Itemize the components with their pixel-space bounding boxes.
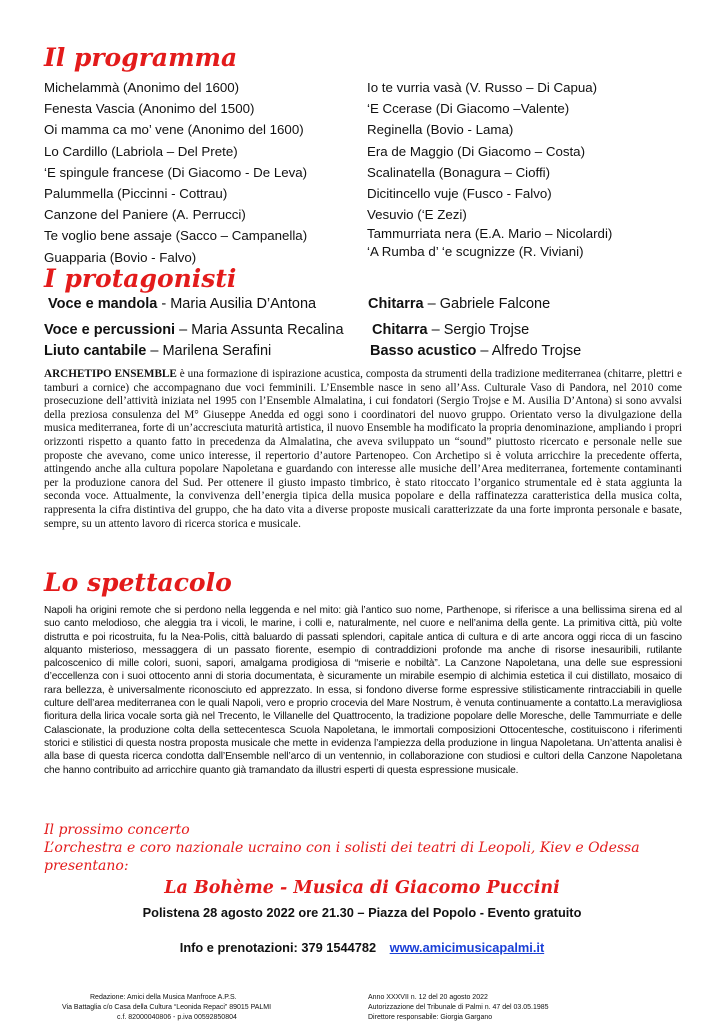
performer-separator: – [423,296,440,312]
program-item: Tammurriata nera (E.A. Mario – Nicolardi) [367,226,613,242]
performer-name: Maria Assunta Recalina [191,322,344,338]
program-item: Palummella (Piccinni - Cottrau) [44,186,228,202]
performer-name: Gabriele Falcone [439,296,551,312]
performer [48,296,316,312]
performer-name: Marilena Serafini [162,343,272,359]
program-item: Dicitincello vuje (Fusco - Falvo) [367,186,552,202]
performer [370,343,581,359]
program-item: ‘E spingule francese (Di Giacomo - De Leva) [44,164,308,180]
performers-title: I protagonisti [44,264,237,293]
footer-line: Redazione: Amici della Musica Manfroce A.P.S. [90,994,237,1001]
performer-separator: – [427,322,444,338]
program-item: Io te vurria vasà (V. Russo – Di Capua) [367,80,598,95]
program-item: Oi mamma ca mo’ vene (Anonimo del 1600) [44,122,304,138]
performer-separator: – [146,343,163,359]
program-item: Canzone del Paniere (A. Perrucci) [44,207,246,223]
website-link[interactable]: www.amicimusicapalmi.it [389,940,545,955]
footer-right [368,993,549,1023]
program-list-right [367,77,612,261]
performer-name: Sergio Trojse [443,322,530,338]
program-item: ‘A Rumba d’ ‘e scugnizze (R. Viviani) [367,244,584,260]
program-item: Te voglio bene assaje (Sacco – Campanella) [44,228,308,244]
footer-line: Via Battaglia c/o Casa della Cultura “Leonida Repaci” 89015 PALMI [62,1004,272,1011]
program-item: Fenesta Vascia (Anonimo del 1500) [44,101,255,117]
performer-role: Voce e mandola [48,296,158,312]
program-list-left [44,77,307,268]
performer-separator: – [476,343,492,359]
program-item: Era de Maggio (Di Giacomo – Costa) [367,143,586,159]
performer [44,322,344,338]
ensemble-name: ARCHETIPO ENSEMBLE [44,368,177,380]
show-title: Lo spettacolo [44,568,232,597]
program-item: ‘E Ccerase (Di Giacomo –Valente) [367,101,570,117]
footer-line: Direttore responsabile: Giorgia Gargano [368,1014,493,1021]
program-item: Lo Cardillo (Labriola – Del Prete) [44,143,238,159]
program-item: Scalinatella (Bonagura – Cioffi) [367,164,551,180]
performer-name: Maria Ausilia D’Antona [170,296,317,312]
footer-line: c.f. 82000040806 - p.iva 00592850804 [117,1014,237,1021]
performer-role: Chitarra [368,296,424,312]
performer [372,322,529,338]
show-paragraph: Napoli ha origini remote che si perdono nella leggenda e nel mito: già l’antico suo nome, Parthenope, si riferisce a una bellissima sirena ed al suo canto melodioso, che aleggia tra i vicoli, le marine, i colli e, naturalmente, nel cuore e nell’anima della gente. La primitiva città, più volte distrutta e poi ricostruita, fu la Nea-Polis, città baluardo di passati splendori, capitale antica di cultura e di arte ancora oggi ricca di un fascino alquanto misterioso, messaggera di un passato fiorente, esempio di contraddizioni profonde ma anche di risorse inesauribili, rutilante palcoscenico di mille colori, suoni, sapori, amalgama prodigiosa di “miserie e nobiltà”. La Canzone Napoletana, una delle sue espressioni d’eccellenza con i suoi ottocento anni di storia documentata, è sicuramente un mirabile esempio di alchimia estetica il cui distillato, mosaico di rara bellezza, è universalmente riconosciuto ed apprezzato. In essa, si fondono diverse forme espressive stilisticamente rintracciabili in quelle culture dell’area mediterranea con le quali Napoli, vero e proprio crocevia del Mare Nostrum, è venuta continuamente a contatto.La meravigliosa fioritura della lirica vocale sorta già nel Trecento, le Villanelle del Quattrocento, la tradizione popolare delle Moresche, delle Tammurriate e delle Calascionate, la produzione colta della settecentesca Scuola Napoletana, le immortali composizioni Ottocentesche, costituiscono i riferimenti storici e stilistici di questa nostra proposta musicale che mette in evidenza l’ampiezza della produzione in lingua Napoletana. Un’attenta analisi è alla base di questa ricerca condotta dall’Ensemble nell’arco di un ventennio, in collaborazione con studiosi e cultori della Canzone Napoletana che hanno contribuito ad arricchire quanto già tramandato da illustri esperti di questa espressione musicale. [44,605,682,776]
info-phone: Info e prenotazioni: 379 1544782 [179,940,377,955]
ensemble-paragraph [44,368,682,531]
next-concert-text: L’orchestra e coro nazionale ucraino con i solisti dei teatri di Leopoli, Kiev e Odessa presentano: [44,840,640,874]
footer-left [62,993,271,1023]
program-item: Guapparia (Bovio - Falvo) [44,249,197,265]
performer-role: Voce e percussioni [44,322,176,338]
ensemble-text: è una formazione di ispirazione acustica, composta da strumenti della tradizione mediterranea (chitarre, plettri e tamburi a cornice) che accompagnano due voci femminili. L’Ensemble nasce in seno all’Ass. Culturale Vaso di Pandora, nel 2010 come prosecuzione dell’attività iniziata nel 1995 con l’Ensemble Almalatina, i cui fondatori (Sergio Trojse e M. Ausilia D’Antona) si sono avvalsi della preziosa consulenza del M° Giuseppe Anedda ed oggi sono i coordinatori del nuovo gruppo. Orientato verso la divulgazione della musica mediterranea, forte di un’accresciuta maturità artistica, il nuovo Ensemble ha modificato la propria denominazione, ampliando i propri orizzonti rispetto a quanto fatto in precedenza da Almalatina, che aveva sviluppato un “sound” piuttosto ricercato e personale nelle sue proposte che avevano, come unico interesse, il repertorio d’autore Partenopeo. Con Archetipo si è voluta arricchire la precedente offerta, attingendo anche alla cultura popolare Napoletana e guardando con interesse alle musiche dell’Area mediterranea, fortemente contaminanti per la produzione canora del Sud. Per ottenere il giusto impasto timbrico, è stato ritoccato l’organico strumentale ed è stata aggiunta la seconda voce. Attualmente, la convivenza dell’energia tipica della musica popolare e della raffinatezza caratteristica della musica colta, rappresenta la cifra distintiva del gruppo, che ha dato vita a diverse proposte musicali caratterizzate da una forte impronta personale e basate, sempre, su un attento lavoro di ricerca storica e musicale. [44,368,683,530]
performer [44,343,271,359]
performer-role: Liuto cantabile [44,343,147,359]
opera-title: La Bohème - Musica di Giacomo Puccini [164,878,560,898]
program-item: Reginella (Bovio - Lama) [367,122,514,138]
performer-name: Alfredo Trojse [491,343,582,359]
performer-separator: - [157,296,171,312]
performer [368,296,550,312]
performer-role: Basso acustico [370,343,477,359]
next-concert-label: Il prossimo concerto [44,822,190,838]
footer-line: Autorizzazione del Tribunale di Palmi n. 47 del 03.05.1985 [368,1004,549,1011]
program-title: Il programma [44,43,238,72]
performer-separator: – [175,322,192,338]
info-line [0,940,724,955]
footer-line: Anno XXXVII n. 12 del 20 agosto 2022 [368,994,488,1001]
performer-role: Chitarra [372,322,428,338]
program-item: Michelammà (Anonimo del 1600) [44,80,240,95]
program-item: Vesuvio (‘E Zezi) [367,207,467,223]
event-details: Polistena 28 agosto 2022 ore 21.30 – Piazza del Popolo - Evento gratuito [142,905,582,920]
